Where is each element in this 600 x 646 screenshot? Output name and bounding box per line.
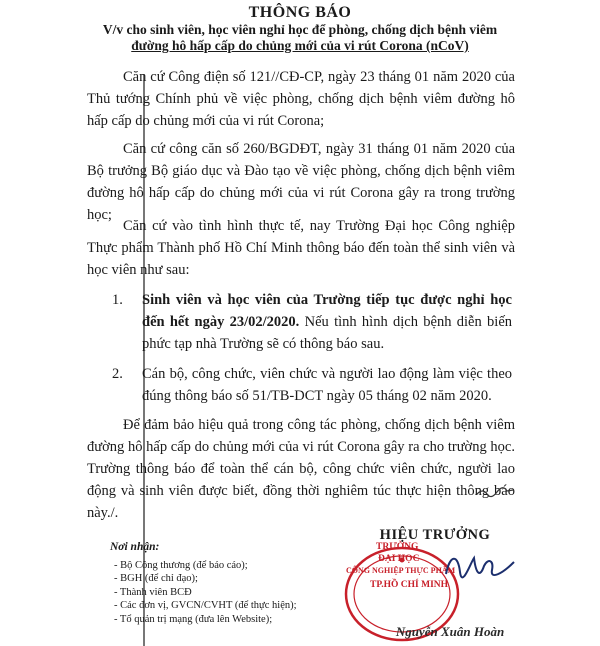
subtitle-line-1: V/v cho sinh viên, học viên nghỉ học để phòng, chống dịch bệnh viêm [102,22,498,37]
list-item-text: Nếu tình hình dịch bệnh diễn biến phức tạp nhà Trường sẽ có thông báo sau. [142,314,513,352]
recipient-item: - Bộ Công thương (để báo cáo); [114,559,248,571]
recipient-item: - BGH (để chỉ đạo); [114,573,198,584]
list-item-bold-text: Sinh viên và học viên của Trường tiếp tục được nghỉ học đến hết ngày 23/02/2020. [142,292,512,330]
list-item-number: 2. [112,366,123,382]
recipients-heading: Nơi nhận: [110,541,160,553]
list-item [112,363,512,407]
recipient-item: - Các đơn vị, GVCN/CVHT (để thực hiện); [114,600,297,611]
seal-text: TRƯỜNG [376,542,419,552]
paragraph-legal-basis-1: Căn cứ Công điện số 121//CĐ-CP, ngày 23 tháng 01 năm 2020 của Thủ tướng Chính phủ về việc phòng, chống dịch bệnh viêm đường hô hấp cấp do chủng mới của vi rút Corona; [87,69,515,129]
initials-scribble-icon [475,486,515,498]
signature-title: HIỆU TRƯỞNG [379,527,491,543]
recipient-item: - Tổ quản trị mạng (đưa lên Website); [114,613,273,625]
announcement-list [112,289,512,415]
recipient-item: - Thành viên BCĐ [114,586,192,598]
subtitle-line-2: đường hô hấp cấp do chủng mới của vi rút Corona (nCoV) [131,38,469,53]
list-item-text: Cán bộ, công chức, viên chức và người lao động làm việc theo đúng thông báo số 51/TB-DCT ngày 05 tháng 02 năm 2020. [142,366,512,404]
handwritten-signature-icon [440,544,520,594]
paragraph-announcement-intro: Căn cứ vào tình hình thực tế, nay Trường Đại học Công nghiệp Thực phẩm Thành phố Hồ Chí Minh thông báo đến toàn thể sinh viên và học viên như sau: [87,218,515,278]
paragraph-legal-basis-2: Căn cứ công căn số 260/BGDĐT, ngày 31 tháng 01 năm 2020 của Bộ trưởng Bộ giáo dục và Đào tạo về việc phòng, chống dịch bệnh viêm đường hô hấp cấp do chủng mới của vi rút Corona gây ra trong trường học; [87,141,515,223]
document-title: THÔNG BÁO [248,4,352,21]
document-subtitle [60,22,540,54]
signer-name: Nguyễn Xuân Hoàn [395,624,505,639]
list-item-number: 1. [112,292,123,308]
list-item [112,289,512,355]
seal-text: TP.HỒ CHÍ MINH [370,580,449,590]
recipients-block [110,541,297,626]
paragraph-closing: Để đảm bảo hiệu quả trong công tác phòng, chống dịch bệnh viêm đường hô hấp cấp do chủng mới của vi rút Corona gây ra cho trường học. Trường thông báo để toàn thể cán bộ, công chức viên chức, người lao động và sinh viên được biết, đồng thời nghiêm túc thực hiện thông báo này./. [87,417,515,521]
seal-text: CÔNG NGHIỆP THỰC PHẨM [346,566,456,575]
seal-text: ĐẠI HỌC [378,554,420,564]
